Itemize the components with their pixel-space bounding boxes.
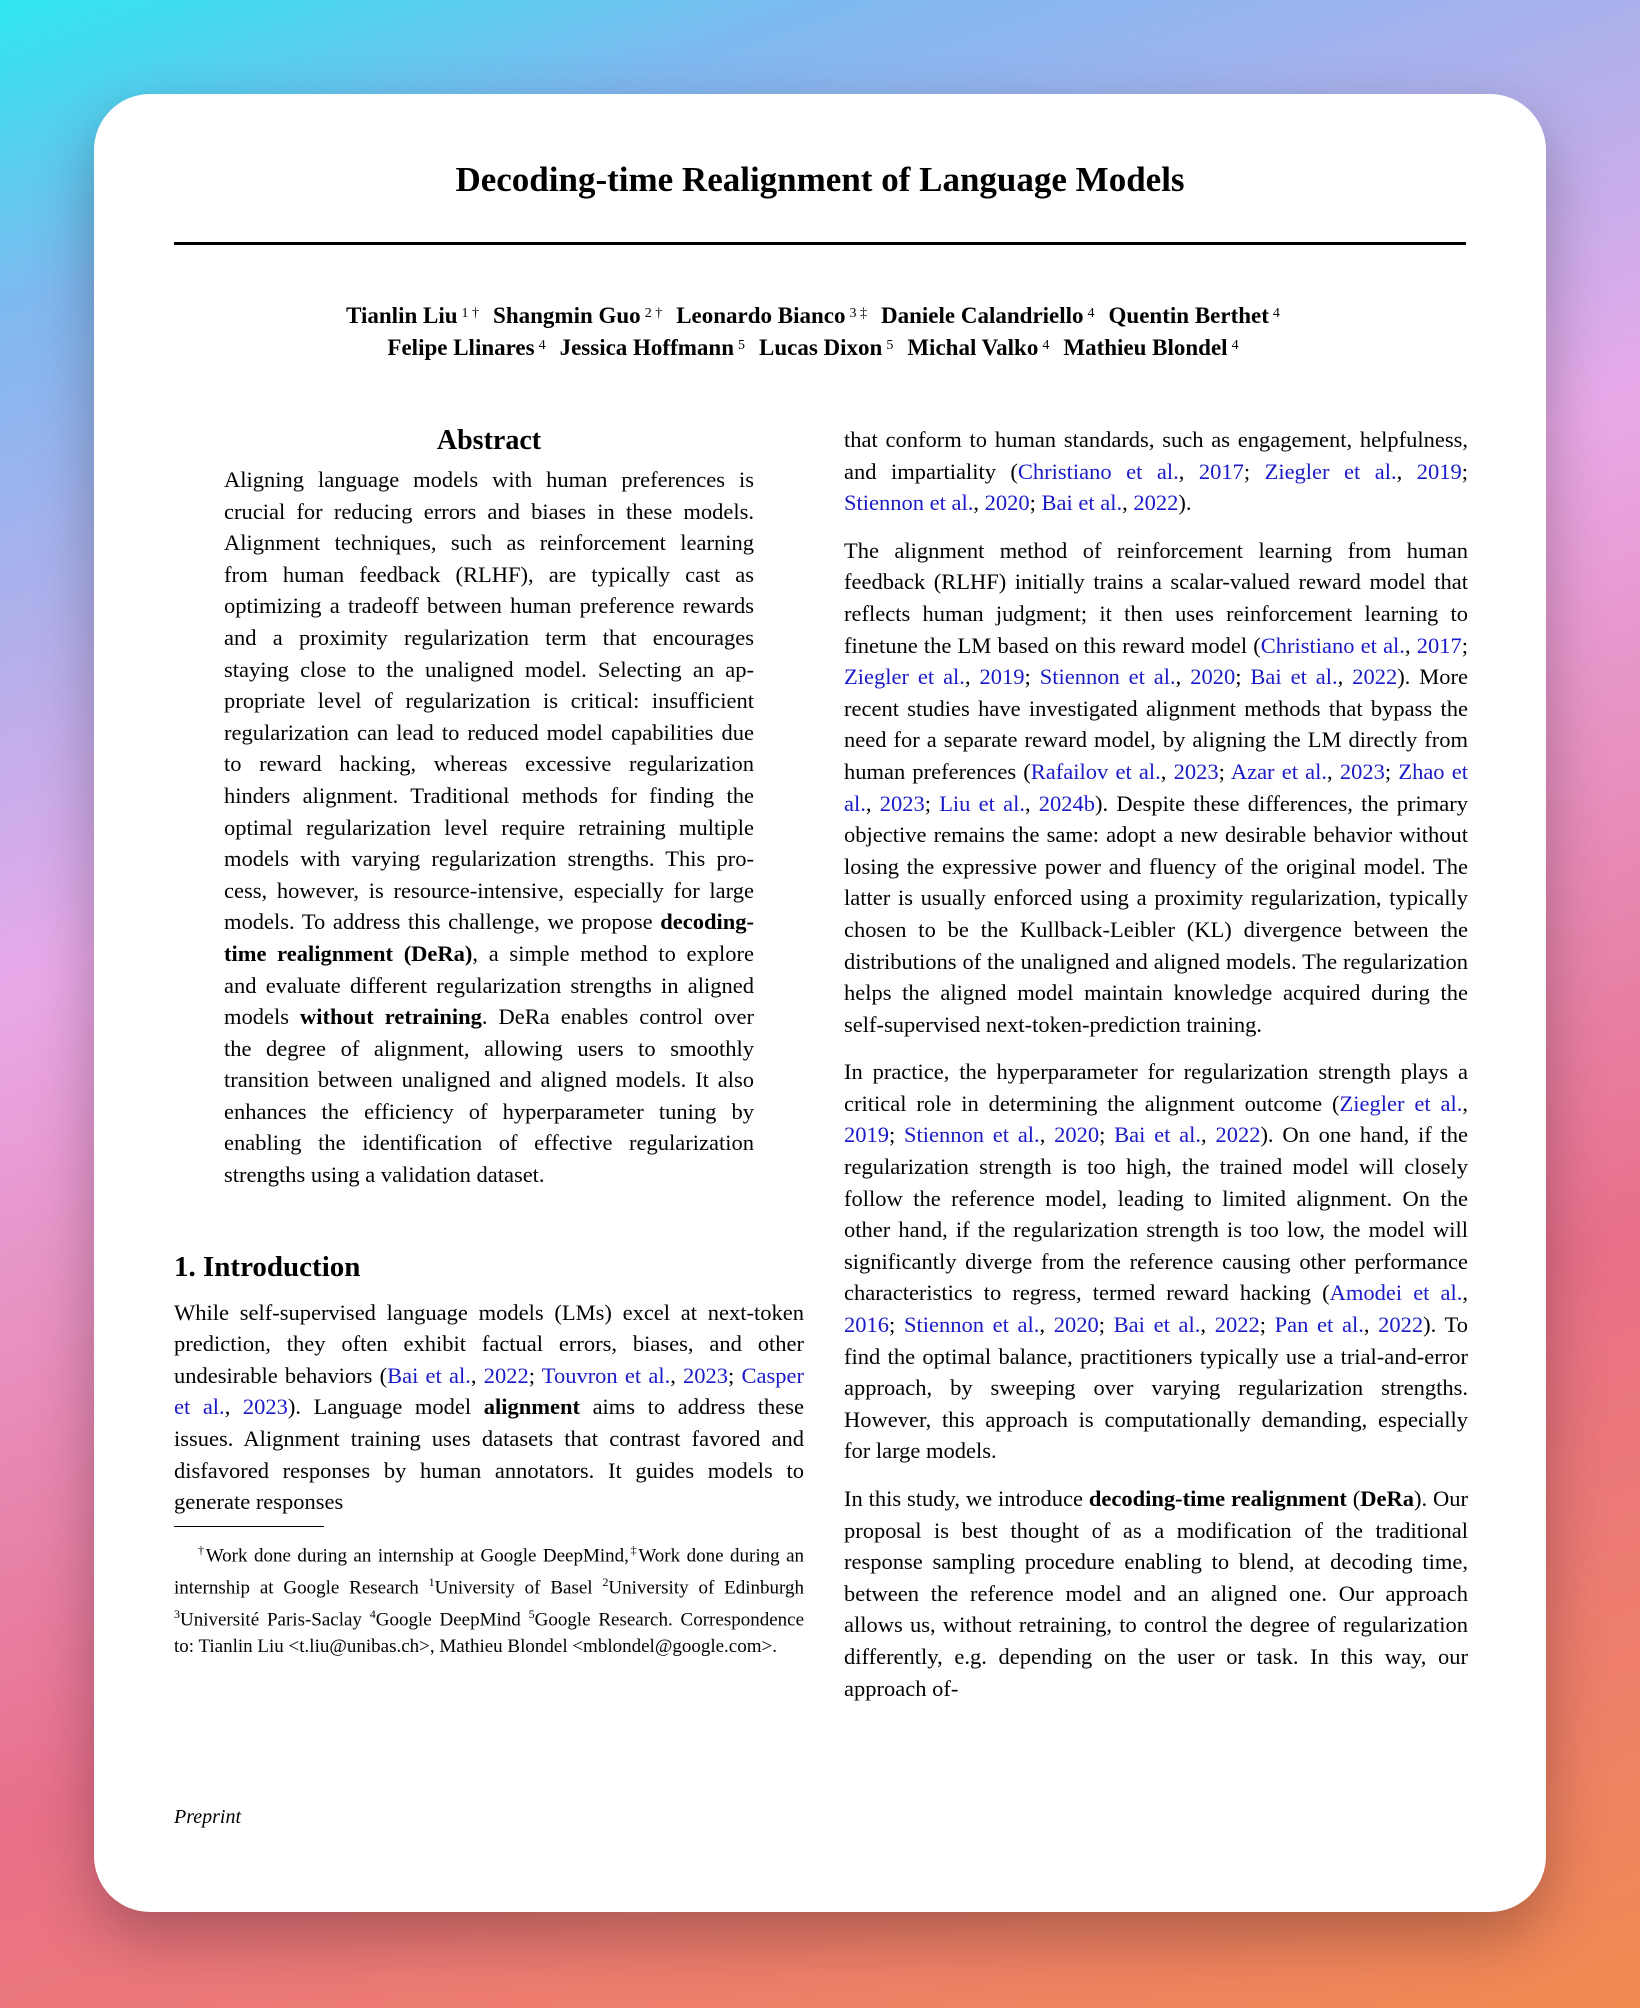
citation-link[interactable]: Christiano et al. <box>1017 458 1179 484</box>
author-name: Tianlin Liu <box>346 303 458 328</box>
author-name: Quentin Berthet <box>1108 303 1269 328</box>
author-affiliation: 3 ‡ <box>849 306 868 321</box>
citation-link[interactable]: Stiennon et al. <box>903 1312 1040 1338</box>
author-name: Felipe Llinares <box>387 335 535 360</box>
citation-link[interactable]: 2019 <box>979 664 1025 690</box>
citation-link[interactable]: Bai et al. <box>1250 664 1338 690</box>
citation-link[interactable]: 2017 <box>1198 458 1244 484</box>
citation-link[interactable]: 2020 <box>1053 1312 1099 1338</box>
author-name: Leonardo Bianco <box>676 303 846 328</box>
citation-link[interactable]: 2023 <box>879 790 925 816</box>
citation-link[interactable]: Stiennon et al. <box>844 490 974 516</box>
footnote-text: Google Research. Correspondence to: Tianlin Liu <t.liu@unibas.ch>, Mathieu Blondel <mblondel@google.com>. <box>174 1609 805 1657</box>
citation-link[interactable]: 2016 <box>844 1312 889 1338</box>
paper-card <box>94 94 1546 1912</box>
abstract-heading: Abstract <box>436 425 542 456</box>
citation-link[interactable]: 2020 <box>1054 1122 1100 1148</box>
citation-link[interactable]: Ziegler et al. <box>1264 458 1397 484</box>
citation-link[interactable]: 2022 <box>483 1362 529 1388</box>
footnote-text: Work done during an internship at Google DeepMind, <box>205 1545 629 1567</box>
footnote-text: University of Edinburgh <box>608 1577 804 1599</box>
title-rule <box>174 242 1466 245</box>
author-affiliation: 5 <box>886 338 894 353</box>
citation-link[interactable]: Liu et al. <box>939 790 1025 816</box>
affiliation-footnote: †Work done during an internship at Google DeepMind,‡Work done during an internship at Google Research $^1$University of Basel $^2$University of Edinburgh $^3$Université Paris-Saclay $^4$Google DeepMind $^5$Google Research. Correspondence to: Tianlin Liu <t.liu@unibas.ch>, Mathieu Blondel <mblondel@google.com>. <box>174 1542 805 1657</box>
citation-link[interactable]: 2023 <box>1339 758 1385 784</box>
citation-link[interactable]: Bai et al. <box>1114 1122 1202 1148</box>
author-affiliation: 4 <box>1042 338 1050 353</box>
author-name: Daniele Calandriello <box>881 303 1084 328</box>
citation-link[interactable]: Azar et al. <box>1230 758 1328 784</box>
intro-paragraph-1: While self-supervised language models (LMs) excel at next-token prediction, they often exhibit factual errors, biases, and other undesirable behaviors (Bai et al., 2022; Touvron et al., 2023; Casper et al., 2023). Language model alignment aims to address these issues. Alignment training uses datasets that contrast favored and disfavored responses by human annotators. It guides models to generate responses <box>174 1299 805 1515</box>
footnote-text: Google DeepMind <box>375 1609 529 1631</box>
citation-link[interactable]: Ziegler et al. <box>1339 1090 1463 1116</box>
footnote-text: Université Paris-Saclay <box>180 1609 370 1631</box>
citation-link[interactable]: 2020 <box>984 490 1030 516</box>
citation-link[interactable]: 2019 <box>844 1122 889 1148</box>
citation-link[interactable]: 2023 <box>1173 758 1219 784</box>
citation-link[interactable]: Touvron et al. <box>541 1362 671 1388</box>
citation-link[interactable]: Bai et al. <box>1113 1312 1201 1338</box>
citation-link[interactable]: 2022 <box>1214 1312 1260 1338</box>
author-name: Mathieu Blondel <box>1063 335 1228 360</box>
author-affiliation: 4 <box>1231 338 1239 353</box>
citation-link[interactable]: 2024b <box>1038 790 1096 816</box>
citation-link[interactable]: 2019 <box>1416 458 1462 484</box>
citation-link[interactable]: Stiennon et al. <box>904 1122 1040 1148</box>
intro-paragraph-4: In this study, we introduce decoding-time realignment (DeRa). Our proposal is best thought of as a modification of the traditional response sampling procedure enabling to blend, at decoding time, between the reference model and an aligned one. Our approach allows us, without retraining, to control the degree of regularization differently, e.g. depending on the user or task. In this way, our approach of- <box>844 1486 1468 1701</box>
footnote-text: Work done during an internship at Google Research <box>174 1545 805 1599</box>
abstract-text: Aligning language models with human preferences is crucial for reducing errors and biases in these models. Alignment techniques, such as reinforcement learning from human feedback (RLHF), are typically cast as optimizing a tradeoff between human preference rewards and a proximity regularization term that encourages staying close to the unaligned model. Selecting an appropriate level of regularization is critical: insufficient regularization can lead to reduced model capabilities due to reward hacking, whereas excessive regularization hinders alignment. Traditional methods for finding the optimal regularization level require retraining multiple models with varying regularization strengths. This process, however, is resource-intensive, especially for large models. To address this challenge, we propose decoding-time realignment (DeRa), a simple method to explore and evaluate different regularization strengths in aligned models without retraining. DeRa enables control over the degree of alignment, allowing users to smoothly transition between unaligned and aligned models. It also enhances the efficiency of hyperparameter tuning by enabling the identification of effective regularization strengths using a validation dataset. <box>224 467 754 1188</box>
footnote-text: University of Basel <box>434 1577 603 1599</box>
citation-link[interactable]: 2022 <box>1378 1312 1424 1338</box>
left-column <box>174 424 804 1660</box>
author-affiliation: 5 <box>738 338 745 353</box>
citation-link[interactable]: 2023 <box>242 1394 288 1420</box>
citation-link[interactable]: 2020 <box>1190 664 1236 690</box>
citation-link[interactable]: 2022 <box>1133 490 1179 516</box>
author-affiliation: 4 <box>1272 306 1280 321</box>
introduction-heading: 1. Introduction <box>174 1250 361 1283</box>
author-affiliation: 4 <box>538 338 546 353</box>
citation-link[interactable]: 2017 <box>1416 632 1462 658</box>
author-line-2 <box>174 332 1466 364</box>
intro-paragraph-3: In practice, the hyperparameter for regularization strength plays a critical role in determining the alignment outcome (Ziegler et al., 2019; Stiennon et al., 2020; Bai et al., 2022). On one hand, if the regularization strength is too high, the trained model will closely follow the reference model, leading to limited alignment. On the other hand, if the regularization strength is too low, the model will significantly diverge from the reference causing other performance characteristics to regress, termed reward hacking (Amodei et al., 2016; Stiennon et al., 2020; Bai et al., 2022; Pan et al., 2022). To find the optimal balance, practitioners typically use a trial-and-error approach, by sweeping over varying regularization strengths. However, this approach is computationally demanding, especially for large models. <box>844 1059 1468 1464</box>
citation-link[interactable]: Zhao et al. <box>844 758 1468 816</box>
citation-link[interactable]: Bai et al. <box>1041 490 1123 516</box>
citation-link[interactable]: 2022 <box>1352 664 1398 690</box>
citation-link[interactable]: Amodei et al. <box>1329 1280 1463 1306</box>
author-name: Jessica Hoffmann <box>559 335 734 360</box>
paper-title: Decoding-time Realignment of Language Models <box>455 160 1185 199</box>
author-name: Lucas Dixon <box>759 335 883 360</box>
author-affiliation: 4 <box>1087 306 1095 321</box>
citation-link[interactable]: Bai et al. <box>387 1362 471 1388</box>
citation-link[interactable]: Casper et al. <box>174 1362 804 1420</box>
intro-paragraph-1-continued: that conform to human standards, such as engagement, helpfulness, and impartiality (Christiano et al., 2017; Ziegler et al., 2019; Stiennon et al., 2020; Bai et al., 2022). <box>844 427 1468 516</box>
author-list <box>174 300 1466 364</box>
author-affiliation: 2 † <box>644 306 663 321</box>
paper-page <box>94 94 1546 1912</box>
right-column <box>844 424 1468 1720</box>
citation-link[interactable]: Christiano et al. <box>1260 632 1405 658</box>
author-name: Shangmin Guo <box>493 303 641 328</box>
citation-link[interactable]: 2022 <box>1215 1122 1261 1148</box>
intro-paragraph-2: The alignment method of reinforcement learning from human feedback (RLHF) initially trains a scalar-valued reward model that reflects human judgment; it then uses reinforcement learning to finetune the LM based on this reward model (Christiano et al., 2017; Ziegler et al., 2019; Stiennon et al., 2020; Bai et al., 2022). More recent studies have investigated alignment methods that bypass the need for a separate reward model, by aligning the LM directly from human preferences (Rafailov et al., 2023; Azar et al., 2023; Zhao et al., 2023; Liu et al., 2024b). Despite these differences, the primary objective remains the same: adopt a new desirable behavior without losing the expressive power and fluency of the original model. The latter is usually enforced using a proximity regularization, typically chosen to be the Kullback-Leibler (KL) divergence between the distributions of the unaligned and aligned models. The regularization helps the aligned model maintain knowledge acquired during the self-supervised next-token-prediction training. <box>844 537 1469 1037</box>
author-name: Michal Valko <box>907 335 1039 360</box>
citation-link[interactable]: Pan et al. <box>1274 1312 1364 1338</box>
author-affiliation: 1 † <box>461 306 480 321</box>
citation-link[interactable]: Stiennon et al. <box>1039 664 1176 690</box>
preprint-label: Preprint <box>174 1806 242 1828</box>
author-line-1 <box>174 300 1466 332</box>
citation-link[interactable]: 2023 <box>683 1362 729 1388</box>
citation-link[interactable]: Rafailov et al. <box>1030 758 1161 784</box>
citation-link[interactable]: Ziegler et al. <box>844 664 965 690</box>
footnote-rule <box>174 1526 324 1527</box>
